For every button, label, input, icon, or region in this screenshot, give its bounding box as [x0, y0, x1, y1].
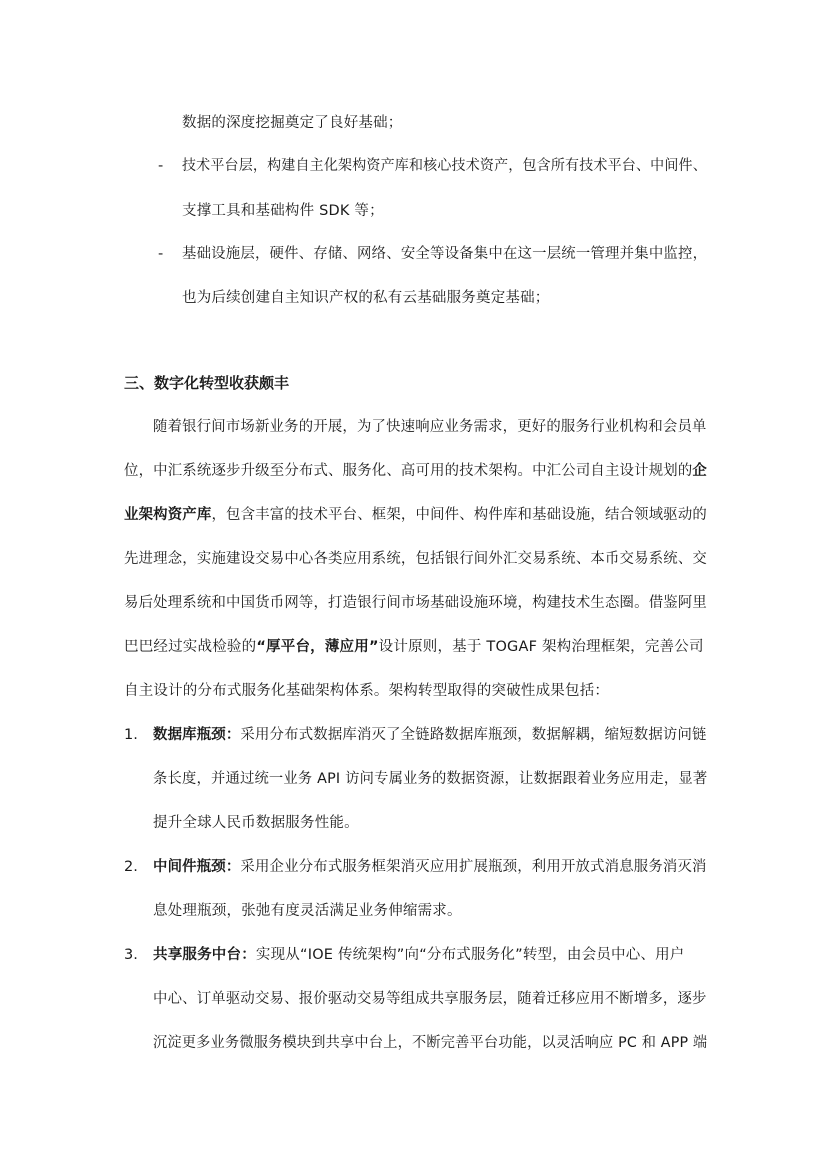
list-item-line: 条长度，并通过统一业务 API 访问专属业务的数据资源，让数据跟着业务应用走，显著	[153, 771, 708, 787]
paragraph-line: 业架构资产库，包含丰富的技术平台、框架，中间件、构件库和基础设施，结合领域驱动的	[124, 507, 708, 523]
bold-term: 企	[692, 463, 708, 479]
bullet-line: 基础设施层，硬件、存储、网络、安全等设备集中在这一层统一管理并集中监控，	[182, 246, 708, 262]
bullet-line: 也为后续创建自主知识产权的私有云基础服务奠定基础；	[182, 290, 550, 306]
list-item-label: 数据库瓶颈：	[153, 727, 241, 743]
paragraph-line: 位，中汇系统逐步升级至分布式、服务化、高可用的技术架构。中汇公司自主设计规划的企	[124, 463, 708, 479]
list-number: 2.	[124, 859, 138, 875]
list-number: 1.	[124, 727, 138, 743]
paragraph-line: 先进理念，实施建设交易中心各类应用系统，包括银行间外汇交易系统、本币交易系统、交	[124, 551, 708, 567]
list-item-line: 中间件瓶颈：采用企业分布式服务框架消灭应用扩展瓶颈，利用开放式消息服务消灭消	[153, 859, 707, 875]
bold-term: “厚平台，薄应用”	[256, 639, 379, 655]
list-item-label: 共享服务中台：	[153, 947, 256, 963]
paragraph-line: 易后处理系统和中国货币网等，打造银行间市场基础设施环境，构建技术生态圈。借鉴阿里	[124, 595, 708, 611]
list-item-line: 数据库瓶颈：采用分布式数据库消灭了全链路数据库瓶颈，数据解耦，缩短数据访问链	[153, 727, 707, 743]
list-item-line: 息处理瓶颈，张弛有度灵活满足业务伸缩需求。	[153, 903, 462, 919]
bullet-marker: -	[158, 158, 164, 174]
section-heading: 三、数字化转型收获颇丰	[124, 374, 290, 392]
bullet-continuation-line: 数据的深度挖掘奠定了良好基础；	[182, 115, 403, 131]
list-number: 3.	[124, 947, 138, 963]
list-item-line: 提升全球人民币数据服务性能。	[153, 815, 359, 831]
bullet-line: 技术平台层，构建自主化架构资产库和核心技术资产，包含所有技术平台、中间件、	[182, 158, 707, 174]
bold-term: 业架构资产库	[124, 507, 212, 523]
paragraph-line: 随着银行间市场新业务的开展，为了快速响应业务需求，更好的服务行业机构和会员单	[153, 419, 707, 435]
paragraph-line: 巴巴经过实战检验的“厚平台，薄应用”设计原则，基于 TOGAF 架构治理框架，完善公司	[124, 639, 704, 655]
bullet-marker: -	[158, 246, 164, 262]
list-item-line: 共享服务中台：实现从“IOE 传统架构”向“分布式服务化”转型，由会员中心、用户	[153, 947, 685, 963]
paragraph-line: 自主设计的分布式服务化基础架构体系。架构转型取得的突破性成果包括：	[124, 683, 610, 699]
list-item-label: 中间件瓶颈：	[153, 859, 241, 875]
list-item-line: 沉淀更多业务微服务模块到共享中台上，不断完善平台功能，以灵活响应 PC 和 APP 端	[153, 1035, 708, 1051]
list-item-line: 中心、订单驱动交易、报价驱动交易等组成共享服务层，随着迁移应用不断增多，逐步	[153, 991, 707, 1007]
bullet-line: 支撑工具和基础构件 SDK 等；	[182, 203, 384, 219]
